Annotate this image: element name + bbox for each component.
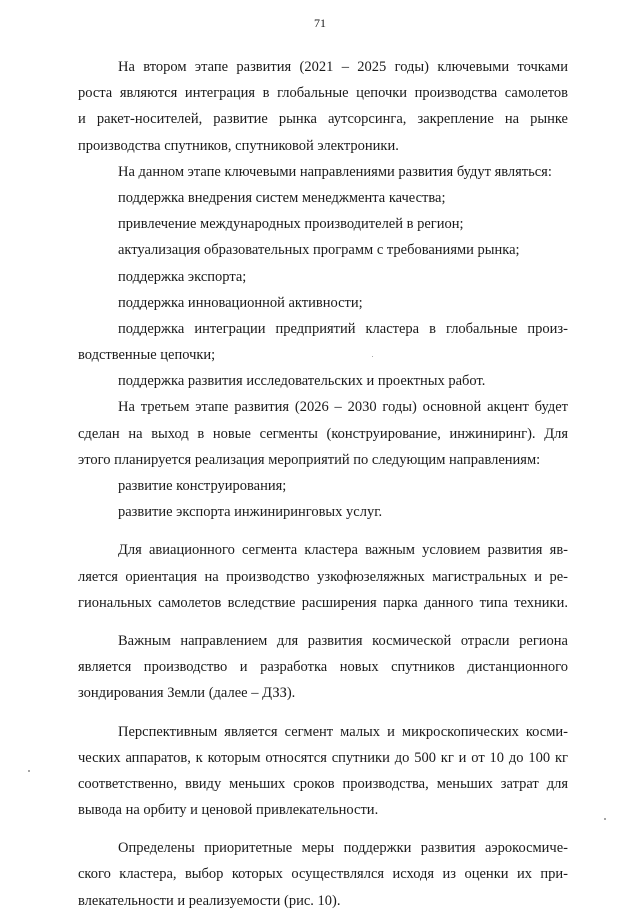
text-line: поддержка развития исследовательских и проектных работ.	[118, 373, 486, 390]
text-line: поддержка экспорта;	[118, 268, 247, 285]
text-line: развитие конструирования;	[118, 478, 287, 494]
paragraph-gap	[78, 616, 568, 628]
text-line: роста являются интеграция в глобальные цепочки производства самолетов	[78, 85, 568, 102]
text-line: На втором этапе развития (2021 – 2025 годы) ключевыми точками	[118, 59, 568, 75]
text-line: этого планируется реализация мероприятий по следующим направлениям:	[78, 451, 541, 468]
text-line: и ракет-носителей, развитие рынка аутсорсинга, закрепление на рынке	[78, 111, 568, 128]
text-line: На третьем этапе развития (2026 – 2030 годы) основной акцент будет	[118, 399, 568, 416]
text-line: поддержка инновационной активности;	[118, 294, 363, 311]
text-line: поддержка внедрения систем менеджмента качества;	[118, 189, 446, 206]
text-line: влекательности и реализуемости (рис. 10).	[78, 892, 341, 909]
paragraph-gap	[78, 525, 568, 537]
text-line: соответственно, ввиду меньших сроков производства, меньших затрат для	[78, 775, 568, 792]
scan-speck	[372, 356, 373, 357]
text-line: сделан на выход в новые сегменты (конструирование, инжиниринг). Для	[78, 425, 568, 442]
text-line: поддержка интеграции предприятий кластера в глобальные произ-	[118, 320, 568, 337]
text-line: Перспективным является сегмент малых и микроскопических косми-	[118, 723, 568, 740]
text-line: вывода на орбиту и ценовой привлекательности.	[78, 802, 379, 819]
text-line: развитие экспорта инжиниринговых услуг.	[118, 504, 383, 521]
text-line: Важным направлением для развития космической отрасли региона	[118, 632, 568, 649]
text-line: На данном этапе ключевыми направлениями развития будут являться:	[118, 163, 552, 180]
text-line: ляется ориентация на производство узкофюзеляжных магистральных и ре-	[78, 568, 568, 585]
text-line: водственные цепочки;	[78, 347, 216, 364]
scan-speck	[28, 770, 30, 772]
text-line: привлечение международных производителей в регион;	[118, 216, 464, 233]
paragraph-gap	[78, 707, 568, 719]
text-line: ского кластера, выбор которых осуществлялся исходя из оценки их при-	[78, 866, 568, 883]
text-line: Для авиационного сегмента кластера важным условием развития яв-	[118, 542, 568, 559]
page-number: 71	[314, 16, 326, 30]
text-line: производства спутников, спутниковой электроники.	[78, 137, 399, 154]
text-line: Определены приоритетные меры поддержки развития аэрокосмиче-	[118, 840, 568, 857]
scan-speck	[604, 818, 606, 820]
paragraph-gap	[78, 823, 568, 835]
text-line: актуализация образовательных программ с требованиями рынка;	[118, 242, 520, 259]
text-line: зондирования Земли (далее – ДЗЗ).	[78, 685, 296, 702]
text-line: гиональных самолетов вследствие расширения парка данного типа техники.	[78, 594, 568, 611]
text-line: ческих аппаратов, к которым относятся спутники до 500 кг и от 10 до 100 кг	[78, 749, 568, 766]
text-line: является производство и разработка новых спутников дистанционного	[78, 659, 568, 676]
body-text	[78, 54, 568, 914]
